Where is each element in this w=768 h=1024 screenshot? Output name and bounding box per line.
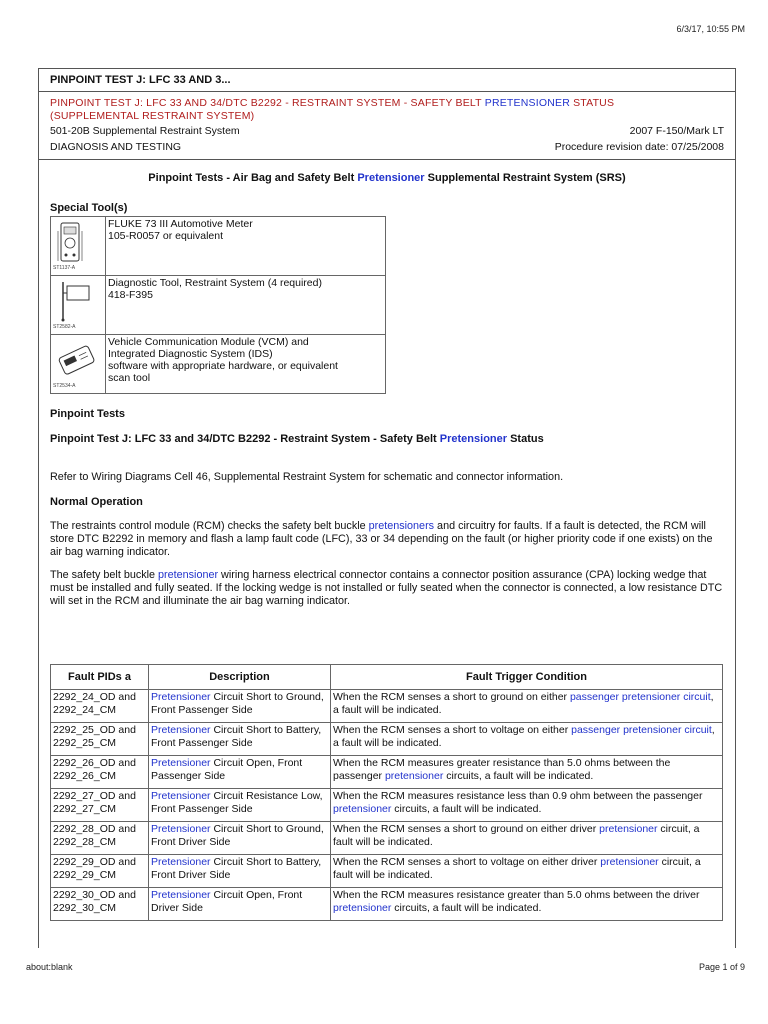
fault-condition: , a fault will be indicated. — [333, 724, 715, 749]
fault-pid-cell — [51, 789, 149, 822]
fault-pid: 2292_30_CM — [53, 902, 117, 914]
fault-condition: When the RCM measures greater resistance than 5.0 ohms between the passenger — [333, 757, 671, 782]
tool-description — [106, 335, 386, 394]
category-label: DIAGNOSIS AND TESTING — [50, 141, 182, 153]
test-title-text: Pinpoint Test J: LFC 33 and 34/DTC B2292 - Restraint System - Safety Belt — [50, 433, 440, 445]
revision-date: Procedure revision date: 07/25/2008 — [554, 141, 724, 153]
fault-pid: 2292_25_OD and — [53, 724, 136, 736]
fault-condition: When the RCM senses a short to voltage on either driver — [333, 856, 601, 868]
fault-condition: , a fault will be indicated. — [333, 691, 714, 716]
tool-description — [106, 276, 386, 335]
procedure-header — [39, 92, 735, 155]
pretensioner-link[interactable]: PRETENSIONER — [484, 97, 570, 109]
table-row — [51, 789, 723, 822]
table-row — [51, 855, 723, 888]
fault-condition-cell — [331, 789, 723, 822]
tool-image-code: ST1137-A — [53, 265, 76, 271]
pretensioner-link[interactable]: Pretensioner — [151, 757, 211, 769]
fault-pid: 2292_24_OD and — [53, 691, 136, 703]
fault-condition: When the RCM measures resistance greater than 5.0 ohms between the driver — [333, 889, 700, 901]
pretensioner-link[interactable]: Pretensioner — [151, 691, 211, 703]
paragraph-text: The restraints control module (RCM) checks the safety belt buckle — [50, 520, 369, 532]
pretensioner-link[interactable]: Pretensioner — [151, 724, 211, 736]
pretensioner-circuit-link[interactable]: pretensioner — [333, 803, 392, 815]
column-header-description: Description — [149, 665, 331, 690]
fault-condition: circuits, a fault will be indicated. — [391, 803, 542, 815]
fault-pid-cell — [51, 690, 149, 723]
tool-image — [51, 276, 106, 335]
operation-paragraph-1 — [50, 520, 724, 559]
fault-description: Circuit Short to Battery, Front Driver Side — [151, 856, 322, 881]
fault-condition-cell — [331, 855, 723, 888]
fault-pid: 2292_25_CM — [53, 737, 117, 749]
table-row — [51, 888, 723, 921]
fault-pid: 2292_27_CM — [53, 803, 117, 815]
procedure-title — [50, 97, 724, 123]
column-header-condition: Fault Trigger Condition — [331, 665, 723, 690]
pretensioners-link[interactable]: pretensioners — [368, 520, 435, 532]
procedure-title-text: PINPOINT TEST J: LFC 33 AND 34/DTC B2292 - RESTRAINT SYSTEM - SAFETY BELT — [50, 97, 485, 109]
fault-condition: When the RCM senses a short to voltage on either — [333, 724, 572, 736]
fault-condition: When the RCM senses a short to ground on either — [333, 691, 570, 703]
section-title-suffix: Supplemental Restraint System (SRS) — [424, 172, 626, 184]
fault-pid-cell — [51, 756, 149, 789]
refer-paragraph: Refer to Wiring Diagrams Cell 46, Supplemental Restraint System for schematic and connector information. — [50, 471, 564, 483]
tool-row — [51, 276, 386, 335]
fault-condition: When the RCM measures resistance less than 0.9 ohm between the passenger — [333, 790, 703, 802]
fault-condition-cell — [331, 756, 723, 789]
fault-description-cell — [149, 888, 331, 921]
fault-description-cell — [149, 756, 331, 789]
pretensioner-link[interactable]: Pretensioner — [151, 823, 211, 835]
pretensioner-circuit-link[interactable]: pretensioner — [384, 770, 444, 782]
print-date: 6/3/17, 10:55 PM — [676, 24, 745, 34]
section-title — [39, 172, 735, 184]
pretensioner-link[interactable]: Pretensioner — [151, 889, 211, 901]
fault-description: Circuit Short to Ground, Front Driver Side — [151, 823, 324, 848]
fault-condition: circuit, a fault will be indicated. — [333, 823, 700, 848]
fault-description: Circuit Open, Front Driver Side — [151, 889, 303, 914]
fault-condition: When the RCM senses a short to ground on either driver — [333, 823, 600, 835]
fault-condition: circuits, a fault will be indicated. — [443, 770, 594, 782]
fault-description-cell — [149, 690, 331, 723]
fault-description-cell — [149, 855, 331, 888]
special-tools-table — [50, 216, 386, 394]
fault-table-header — [51, 665, 723, 690]
fault-description: Circuit Short to Battery, Front Passenger Side — [151, 724, 322, 749]
normal-operation-heading: Normal Operation — [50, 496, 143, 508]
table-row — [51, 690, 723, 723]
multimeter-icon — [55, 221, 85, 265]
section-label: 501-20B Supplemental Restraint System — [50, 125, 240, 137]
table-row — [51, 756, 723, 789]
fault-pid-cell — [51, 822, 149, 855]
pinpoint-tests-heading: Pinpoint Tests — [50, 408, 125, 420]
special-tools-heading: Special Tool(s) — [50, 202, 128, 214]
fault-table — [50, 664, 723, 921]
diagnostic-tool-icon — [55, 280, 95, 324]
tool-image-code: ST2534-A — [53, 383, 76, 389]
tool-image-code: ST2582-A — [53, 324, 76, 330]
fault-description-cell — [149, 723, 331, 756]
pretensioner-circuit-link[interactable]: passenger pretensioner circuit — [571, 724, 712, 736]
pretensioner-circuit-link[interactable]: pretensioner — [599, 823, 658, 835]
fault-pid-cell — [51, 723, 149, 756]
tool-image — [51, 335, 106, 394]
tool-note-continued: scan tool — [108, 372, 151, 384]
tool-name: Vehicle Communication Module (VCM) and — [108, 336, 309, 348]
fault-condition-cell — [331, 888, 723, 921]
paragraph-text: and circuitry for faults. If a fault is detected, the RCM will store DTC B2292 in memory and flash a lamp fault code (LFC), 33 or 34 depending on the fault (or higher priority code if one exists) on the air bag warning indicator. — [50, 520, 713, 558]
fault-pid: 2292_29_OD and — [53, 856, 136, 868]
table-row — [51, 723, 723, 756]
fault-pid: 2292_26_CM — [53, 770, 117, 782]
fault-condition-cell — [331, 822, 723, 855]
fault-description-cell — [149, 822, 331, 855]
vcm-icon — [55, 339, 99, 383]
footer-url: about:blank — [26, 962, 73, 972]
fault-condition: circuit, a fault will be indicated. — [333, 856, 701, 881]
tool-part-number: 105-R0057 or equivalent — [108, 230, 223, 242]
tool-name: FLUKE 73 III Automotive Meter — [108, 218, 253, 230]
header-row-category — [50, 139, 724, 155]
tool-name: Diagnostic Tool, Restraint System (4 required) — [108, 277, 322, 289]
fault-condition-cell — [331, 723, 723, 756]
tool-name-continued: Integrated Diagnostic System (IDS) — [108, 348, 273, 360]
fault-description: Circuit Resistance Low, Front Passenger Side — [151, 790, 323, 815]
tool-row — [51, 217, 386, 276]
tool-image — [51, 217, 106, 276]
pretensioner-link[interactable]: Pretensioner — [151, 856, 211, 868]
pretensioner-link[interactable]: Pretensioner — [439, 433, 508, 445]
paragraph-text: wiring harness electrical connector contains a connector position assurance (CPA) locking wedge that must be installed and fully seated. If the locking wedge is not installed or fully seated when the connector is connected, a low resistance DTC will set in the RCM and illuminate the air bag warning indicator. — [50, 569, 723, 607]
fault-pid: 2292_26_OD and — [53, 757, 136, 769]
fault-pid: 2292_28_CM — [53, 836, 117, 848]
pretensioner-circuit-link[interactable]: pretensioner — [600, 856, 659, 868]
procedure-title-suffix: STATUS — [569, 97, 615, 109]
pretensioner-link[interactable]: pretensioner — [158, 569, 219, 581]
fault-description: Circuit Open, Front Passenger Side — [151, 757, 303, 782]
content — [39, 202, 735, 921]
vehicle-label: 2007 F-150/Mark LT — [629, 125, 724, 137]
fault-description: Circuit Short to Ground, Front Passenger Side — [151, 691, 324, 716]
fault-condition-cell — [331, 690, 723, 723]
pretensioner-circuit-link[interactable]: pretensioner — [333, 902, 392, 914]
document-frame — [38, 68, 736, 948]
fault-pid: 2292_28_OD and — [53, 823, 136, 835]
test-title-suffix: Status — [507, 433, 544, 445]
pretensioner-link[interactable]: Pretensioner — [357, 172, 425, 184]
tool-description — [106, 217, 386, 276]
fault-description-cell — [149, 789, 331, 822]
test-title — [50, 433, 724, 445]
fault-rows — [51, 690, 723, 921]
fault-pid: 2292_24_CM — [53, 704, 117, 716]
fault-pid-cell — [51, 888, 149, 921]
page-number: Page 1 of 9 — [698, 962, 745, 972]
tool-part-number: 418-F395 — [108, 289, 153, 301]
operation-paragraph-2 — [50, 569, 724, 608]
pretensioner-circuit-link[interactable]: passenger pretensioner circuit — [569, 691, 711, 703]
tool-note: software with appropriate hardware, or equivalent — [108, 360, 338, 372]
paragraph-text: The safety belt buckle — [50, 569, 159, 581]
table-row — [51, 822, 723, 855]
tool-row — [51, 335, 386, 394]
header-row-section — [50, 123, 724, 139]
frame-title: PINPOINT TEST J: LFC 33 AND 3... — [39, 69, 735, 92]
procedure-subtitle: (SUPPLEMENTAL RESTRAINT SYSTEM) — [50, 110, 255, 122]
fault-pid-cell — [51, 855, 149, 888]
header-divider — [39, 159, 735, 160]
fault-pid: 2292_30_OD and — [53, 889, 136, 901]
fault-pid: 2292_29_CM — [53, 869, 117, 881]
column-header-pids: Fault PIDs a — [51, 665, 149, 690]
pretensioner-link[interactable]: Pretensioner — [151, 790, 211, 802]
section-title-text: Pinpoint Tests - Air Bag and Safety Belt — [148, 172, 358, 184]
fault-condition: circuits, a fault will be indicated. — [391, 902, 542, 914]
fault-pid: 2292_27_OD and — [53, 790, 136, 802]
